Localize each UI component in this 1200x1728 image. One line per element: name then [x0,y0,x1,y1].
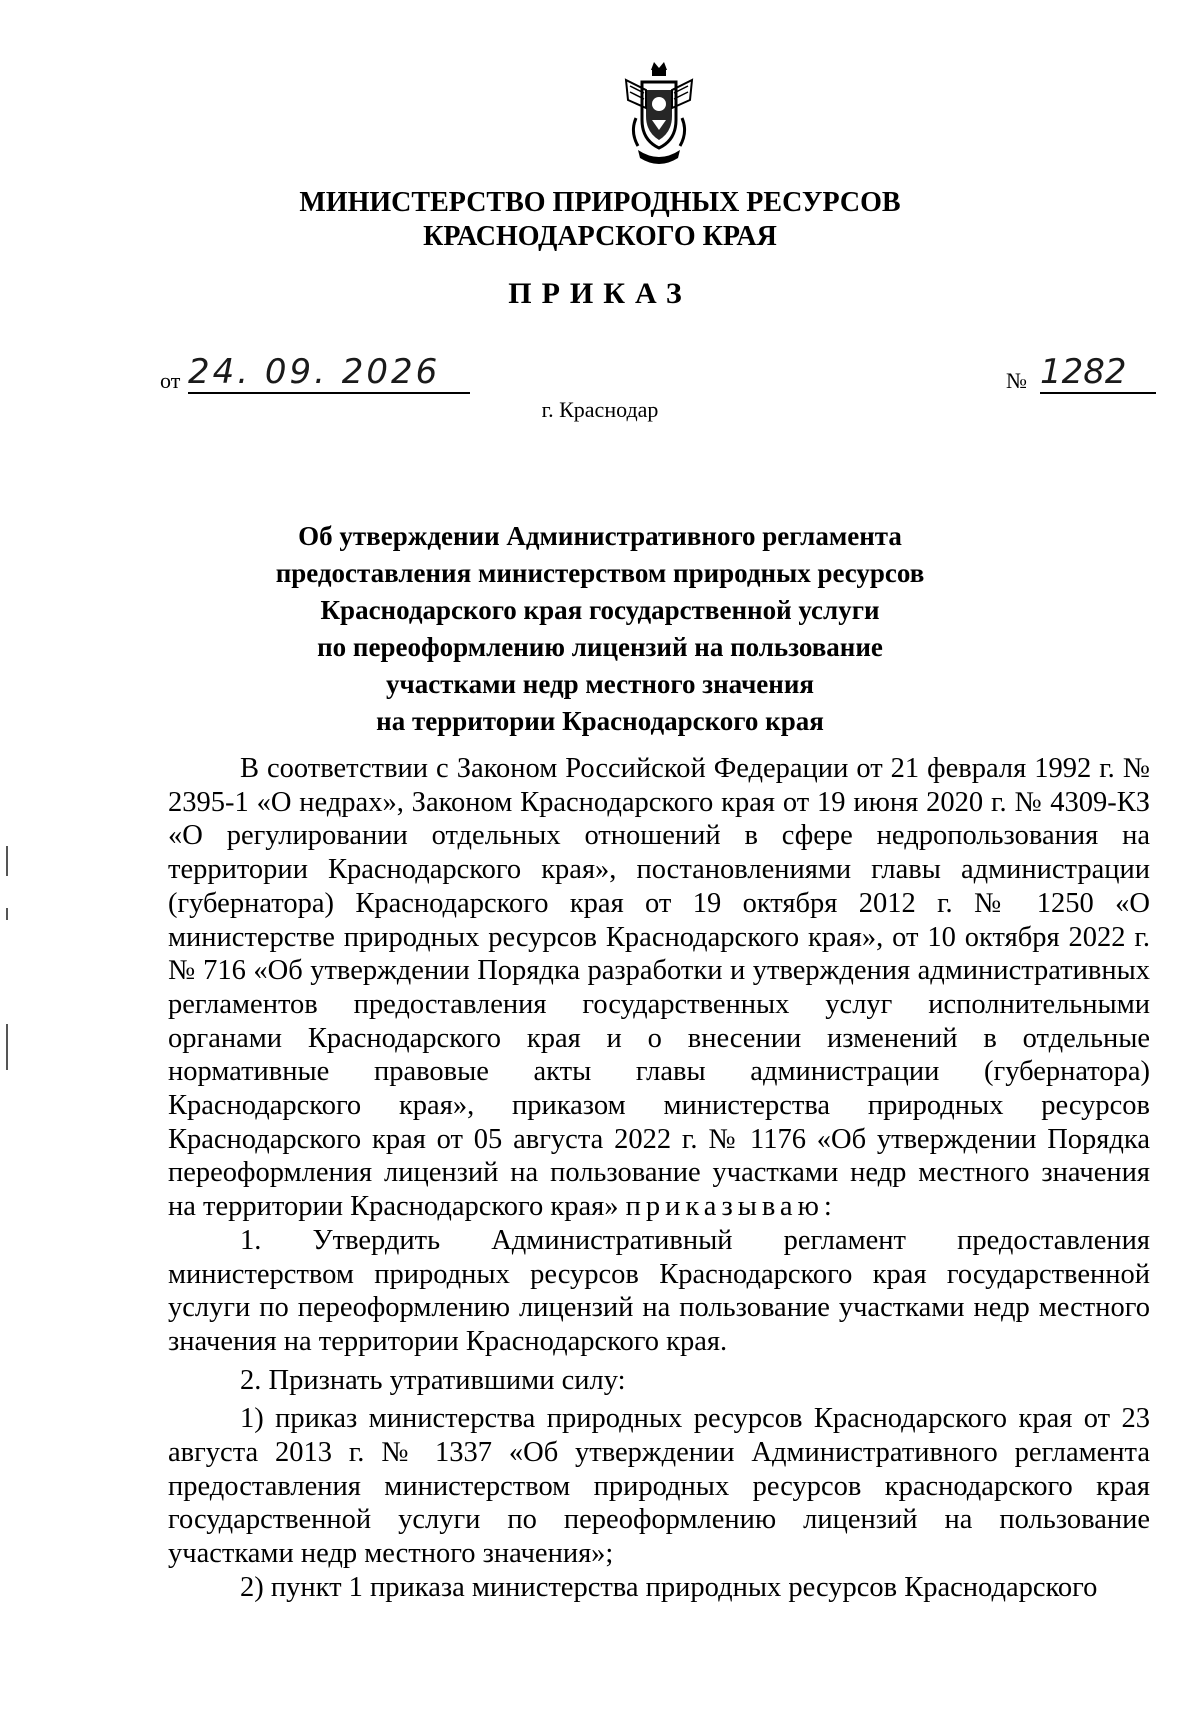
order-subject [220,518,980,740]
item-2-2: 2) пункт 1 приказа министерства природных ресурсов Краснодарского [240,1571,1098,1603]
date-prefix: от [160,368,181,393]
order-number: 1282 [1040,352,1156,394]
scan-mark [6,846,8,876]
scan-mark [6,1024,8,1070]
item-2: 2. Признать утратившими силу: [240,1364,626,1396]
preamble-text: В соответствии с Законом Российской Федерации от 21 февраля 1992 г. № 2395-1 «О недрах», Законом Краснодарского края от 19 июня 2020 г. № 4309-КЗ «О регулировании отдельных отношений в сфере недропользования на территории Краснодарского края», постановлениями главы администрации (губернатора) Краснодарского края от 19 октября 2012 г. № 1250 «О министерстве природных ресурсов Краснодарского края», от 10 октября 2022 г. № 716 «Об утверждении Порядка разработки и утверждения административных регламентов предоставления государственных услуг исполнительными органами Краснодарского края и о внесении изменений в отдельные нормативные правовые акты главы администрации (губернатора) Краснодарского края», приказом министерства природных ресурсов Краснодарского края от 05 августа 2022 г. № 1176 «Об утверждении Порядка переоформления лицензий на пользование участками недр местного значения на территории Краснодарского края» [168,753,1150,1223]
order-date: 24. 09. 2026 [188,352,470,394]
ministry-name-line1: МИНИСТЕРСТВО ПРИРОДНЫХ РЕСУРСОВ [299,187,901,218]
subject-line: Краснодарского края государственной услуги [320,595,880,625]
order-title: ПРИКАЗ [508,277,692,310]
coat-of-arms-icon [616,60,702,172]
scan-mark [6,908,8,920]
ministry-name-line2: КРАСНОДАРСКОГО КРАЯ [423,221,777,252]
city-name: г. Краснодар [541,397,659,422]
order-word: приказываю: [625,1191,837,1223]
number-prefix: № [1006,368,1027,393]
subject-line: предоставления министерством природных ресурсов [275,558,925,588]
order-body [168,752,1150,1605]
subject-line: по переоформлению лицензий на пользование [317,632,883,662]
preamble-paragraph [168,752,1150,1224]
item-2-1: 1) приказ министерства природных ресурсов Краснодарского края от 23 августа 2013 г. № 1337 «Об утверждении Административного регламента предоставления министерством природных ресурсов краснодарского края государственной услуги по переоформлению лицензий на пользование участками недр местного значения»; [168,1403,1150,1570]
subject-line: на территории Краснодарского края [376,706,824,736]
item-1: 1. Утвердить Административный регламент предоставления министерством природных ресурсов Краснодарского края государственной услуги по переоформлению лицензий на пользование участками недр местного значения на территории Краснодарского края. [168,1224,1150,1357]
subject-line: Об утверждении Административного регламента [298,521,902,551]
subject-line: участками недр местного значения [385,669,815,699]
